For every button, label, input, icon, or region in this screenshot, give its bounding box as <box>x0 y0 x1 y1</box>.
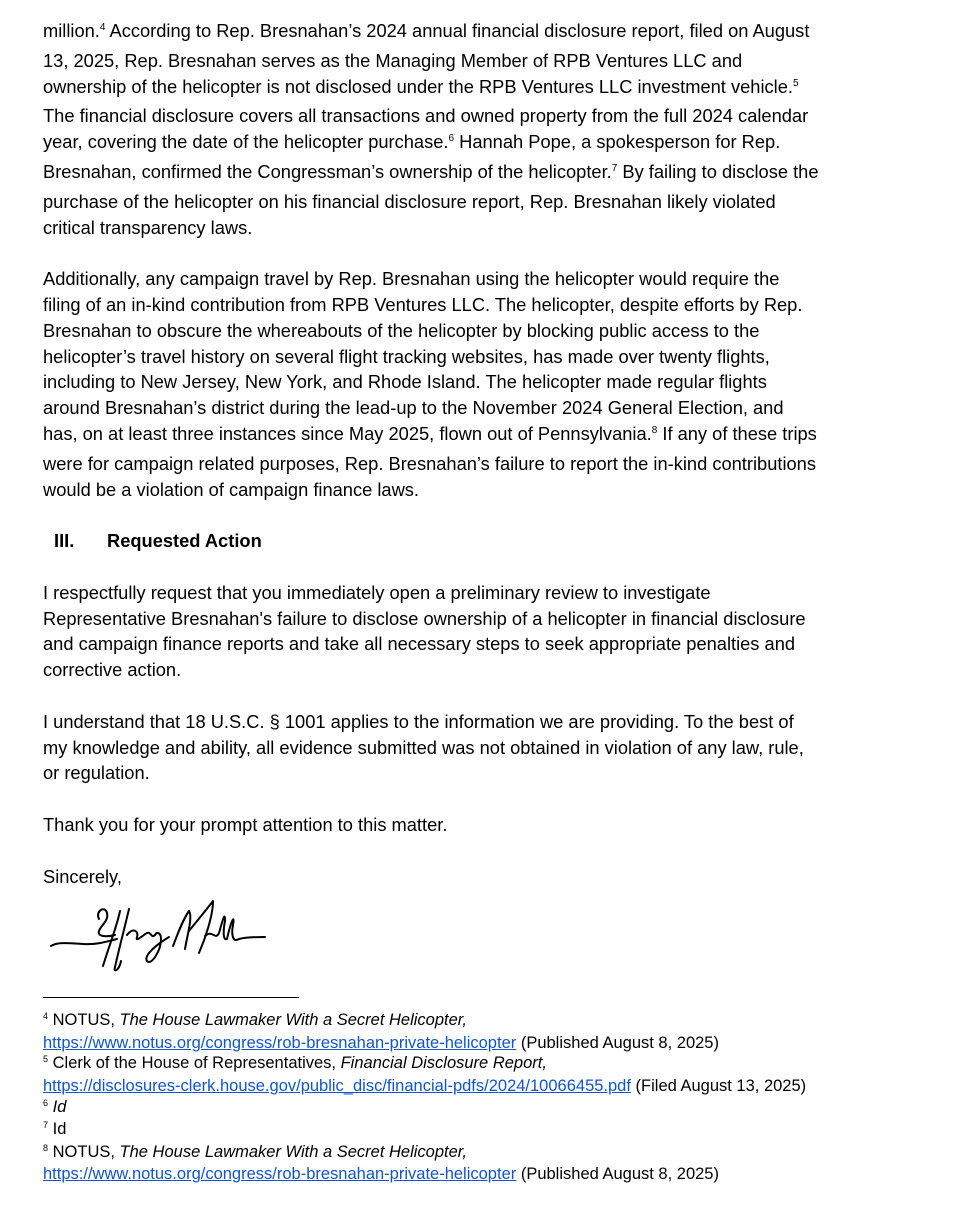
paragraph-financial-disclosure: million.$^4$ According to Rep. Bresnahan’s 2024 annual financial disclosure report, filed on August 13, 2025, Rep. Bresnahan serves as the Managing Member of RPB Ventures LLC and ownership of the helicopter is not disclosed under the RPB Ventures LLC investment vehicle.$^5$ The financial disclosure covers all transactions and owned property from the full 2024 calendar year, covering the date of the helicopter purchase.$^6$ Hannah Pope, a spokesperson for Rep. Bresnahan, confirmed the Congressman’s ownership of the helicopter.$^7$ By failing to disclose the purchase of the helicopter on his financial disclosure report, Rep. Bresnahan likely violated critical transparency laws. <box>43 20 819 238</box>
footnote-ref-4[interactable]: 4 <box>99 22 106 33</box>
footnote-separator <box>43 997 299 998</box>
signature <box>43 889 923 979</box>
section-heading-requested-action <box>43 528 923 554</box>
paragraph-request: I respectfully request that you immediately open a preliminary review to investigate Representative Bresnahan's failure to disclose ownership of a helicopter in financial disclosure and campaign finance reports and take all necessary steps to seek appropriate penalties and corrective action. <box>43 581 806 681</box>
paragraph-campaign-travel: Additionally, any campaign travel by Rep. Bresnahan using the helicopter would require the filing of an in-kind contribution from RPB Ventures LLC. The helicopter, despite efforts by Rep. Bresnahan to obscure the whereabouts of the helicopter by blocking public access to the helicopter’s travel history on several flight tracking websites, has made over twenty flights, including to New Jersey, New York, and Rhode Island. The helicopter made regular flights around Bresnahan’s district during the lead-up to the November 2024 General Election, and has, on at least three instances since May 2025, flown out of Pennsylvania.$^8$ If any of these trips were for campaign related purposes, Rep. Bresnahan’s failure to report the in-kind contributions would be a violation of campaign finance laws. <box>43 268 817 500</box>
footnote-ref-6[interactable]: 6 <box>448 133 455 145</box>
paragraph-certification: I understand that 18 U.S.C. § 1001 applies to the information we are providing. To the best of my knowledge and ability, all evidence submitted was not obtained in violation of any law, rule, or regulation. <box>43 710 804 784</box>
footnote-ref-5[interactable]: 5 <box>792 77 799 89</box>
footnotes <box>43 1010 923 1185</box>
handwritten-signature-icon <box>47 891 277 981</box>
closing-thanks: Thank you for your prompt attention to this matter. <box>43 813 448 835</box>
footnote-ref-7[interactable]: 7 <box>611 162 618 174</box>
footnote-5-link[interactable]: https://disclosures-clerk.house.gov/public_disc/financial-pdfs/2024/10066455.pdf <box>43 1077 631 1096</box>
footnote-6: $^6$ Id <box>43 1097 67 1116</box>
footnote-7: $^7$ Id <box>43 1120 67 1139</box>
footnote-8-link[interactable]: https://www.notus.org/congress/rob-bresnahan-private-helicopter <box>43 1165 517 1184</box>
footnote-ref-8[interactable]: 8 <box>651 424 658 436</box>
closing-valediction: Sincerely, <box>43 865 122 887</box>
section-number: III. <box>54 530 75 552</box>
footnote-8: $^8$ NOTUS, The House Lawmaker With a Secret Helicopter, https://www.notus.org/congress/rob-bresnahan-private-helicopter (Published August 8, 2025) <box>43 1142 719 1184</box>
footnote-4: $^4$ NOTUS, The House Lawmaker With a Secret Helicopter, https://www.notus.org/congress/rob-bresnahan-private-helicopter (Published August 8, 2025) <box>43 1011 719 1052</box>
document-page <box>43 18 923 1185</box>
footnote-4-link[interactable]: https://www.notus.org/congress/rob-bresnahan-private-helicopter <box>43 1033 517 1052</box>
footnote-5: $^5$ Clerk of the House of Representatives, Financial Disclosure Report, https://disclosures-clerk.house.gov/public_disc/financial-pdfs/2024/10066455.pdf (Filed August 13, 2025) <box>43 1054 807 1096</box>
section-title: Requested Action <box>107 530 262 552</box>
